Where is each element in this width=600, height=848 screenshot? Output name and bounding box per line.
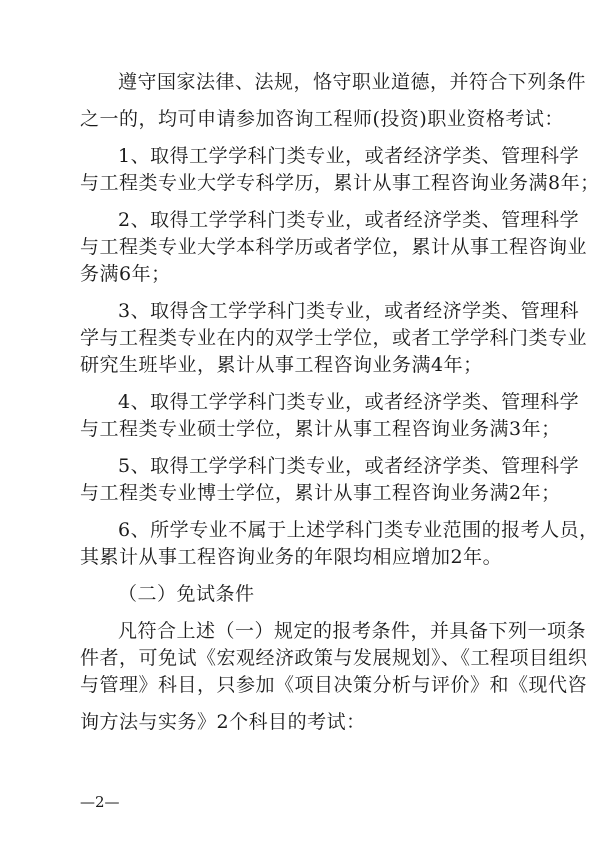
- list-item-1-line: 1、取得工学学科门类专业，或者经济学类、管理科学: [118, 145, 580, 167]
- section-heading: （二）免试条件: [118, 583, 255, 605]
- list-item-4-line: 与工程类专业硕士学位，累计从事工程咨询业务满3年；: [80, 418, 561, 440]
- paragraph-line: 遵守国家法律、法规，恪守职业道德，并符合下列条件: [118, 71, 587, 93]
- list-item-2-line: 2、取得工学学科门类专业，或者经济学类、管理科学: [118, 209, 580, 231]
- list-item-5-line: 与工程类专业博士学位，累计从事工程咨询业务满2年；: [80, 482, 561, 504]
- list-item-4-line: 4、取得工学学科门类专业，或者经济学类、管理科学: [118, 391, 580, 413]
- list-item-5-line: 5、取得工学学科门类专业，或者经济学类、管理科学: [118, 455, 580, 477]
- list-item-3-line: 学与工程类专业在内的双学士学位，或者工学学科门类专业: [80, 327, 588, 349]
- list-item-1-line: 与工程类专业大学专科学历，累计从事工程咨询业务满8年；: [80, 172, 600, 194]
- list-item-6-line: 其累计从事工程咨询业务的年限均相应增加2年。: [80, 546, 503, 568]
- list-item-6-line: 6、所学专业不属于上述学科门类专业范围的报考人员，: [118, 519, 599, 541]
- paragraph-line: 件者，可免试《宏观经济政策与发展规划》、《工程项目组织: [80, 647, 588, 669]
- paragraph-line: 与管理》科目，只参加《项目决策分析与评价》和《现代咨: [80, 674, 588, 696]
- list-item-2-line: 务满6年；: [80, 263, 171, 285]
- list-item-2-line: 与工程类专业大学本科学历或者学位，累计从事工程咨询业: [80, 236, 588, 258]
- paragraph-line: 凡符合上述（一）规定的报考条件，并具备下列一项条: [118, 620, 587, 642]
- page-number: —2—: [80, 793, 120, 811]
- paragraph-line: 询方法与实务》2个科目的考试：: [80, 711, 366, 733]
- list-item-3-line: 研究生班毕业，累计从事工程咨询业务满4年；: [80, 354, 483, 376]
- list-item-3-line: 3、取得含工学学科门类专业，或者经济学类、管理科: [118, 300, 580, 322]
- paragraph-line: 之一的，均可申请参加咨询工程师(投资)职业资格考试：: [80, 108, 564, 130]
